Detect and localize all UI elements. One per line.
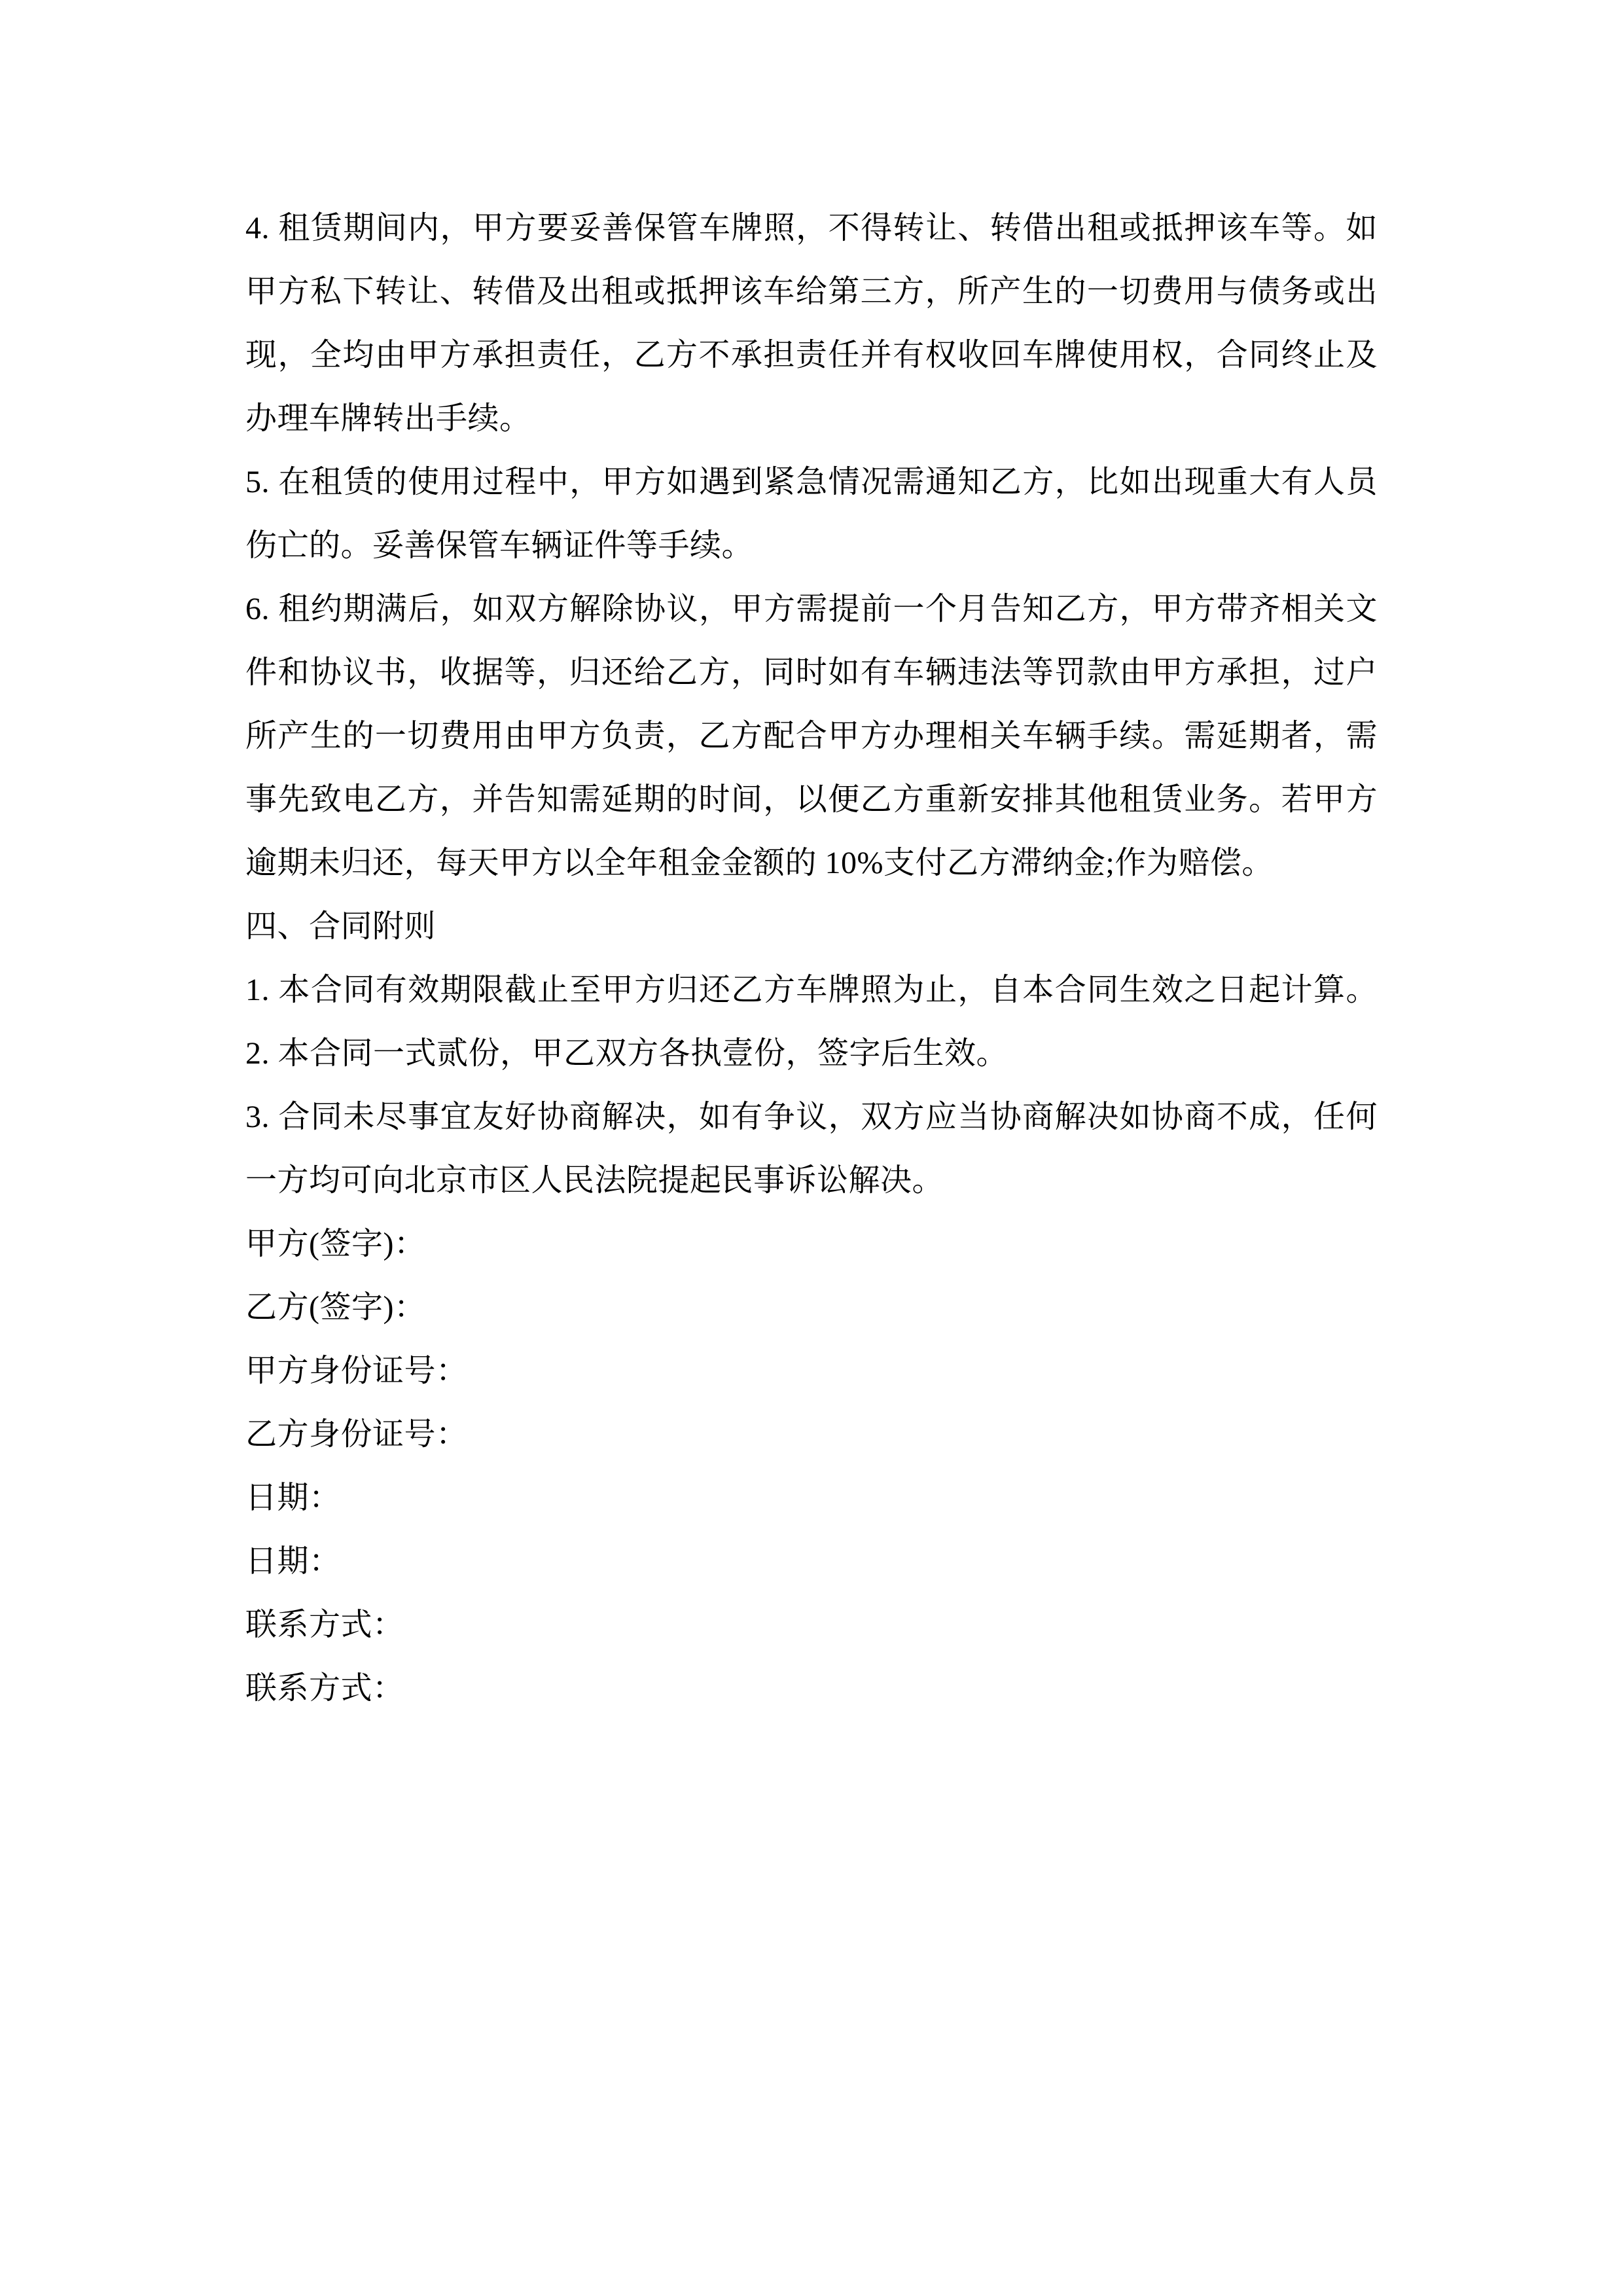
appendix-item-3-line: 3. 合同未尽事宜友好协商解决，如有争议，双方应当协商解决如协商不成，任何 <box>245 1100 1378 1134</box>
appendix-item-3-line: 一方均可向北京市区人民法院提起民事诉讼解决。 <box>245 1163 944 1198</box>
date-label-party-a: 日期： <box>245 1480 341 1515</box>
party-a-id-label: 甲方身份证号： <box>245 1354 468 1388</box>
appendix-section-heading: 四、合同附则 <box>245 909 437 944</box>
clause-4-line: 现，全均由甲方承担责任，乙方不承担责任并有权收回车牌使用权，合同终止及 <box>245 338 1378 372</box>
party-b-signature-label: 乙方(签字)： <box>245 1290 426 1325</box>
contact-label-party-b: 联系方式： <box>245 1671 404 1706</box>
party-a-signature-label: 甲方(签字)： <box>245 1227 426 1261</box>
party-b-id-label: 乙方身份证号： <box>245 1417 468 1452</box>
clause-6-line: 6. 租约期满后，如双方解除协议，甲方需提前一个月告知乙方，甲方带齐相关文 <box>245 592 1378 626</box>
clause-5-line: 伤亡的。妥善保管车辆证件等手续。 <box>245 528 754 563</box>
clause-6-line: 事先致电乙方，并告知需延期的时间，以便乙方重新安排其他租赁业务。若甲方 <box>245 782 1378 817</box>
clause-6-line: 逾期未归还，每天甲方以全年租金金额的 10%支付乙方滞纳金;作为赔偿。 <box>245 846 1274 880</box>
date-label-party-b: 日期： <box>245 1544 341 1579</box>
appendix-item-1-line: 1. 本合同有效期限截止至甲方归还乙方车牌照为止，自本合同生效之日起计算。 <box>245 973 1378 1007</box>
contact-label-party-a: 联系方式： <box>245 1607 404 1642</box>
clause-4-line: 甲方私下转让、转借及出租或抵押该车给第三方，所产生的一切费用与债务或出 <box>245 274 1378 309</box>
clause-6-line: 所产生的一切费用由甲方负责，乙方配合甲方办理相关车辆手续。需延期者，需 <box>245 719 1378 753</box>
clause-4-line: 办理车牌转出手续。 <box>245 401 531 436</box>
clause-6-line: 件和协议书，收据等，归还给乙方，同时如有车辆违法等罚款由甲方承担，过户 <box>245 655 1378 690</box>
clause-5-line: 5. 在租赁的使用过程中，甲方如遇到紧急情况需通知乙方，比如出现重大有人员 <box>245 465 1378 499</box>
clause-4-line: 4. 租赁期间内，甲方要妥善保管车牌照，不得转让、转借出租或抵押该车等。如 <box>245 211 1378 245</box>
appendix-item-2-line: 2. 本合同一式贰份，甲乙双方各执壹份，签字后生效。 <box>245 1036 1008 1071</box>
contract-body <box>245 196 1378 1720</box>
